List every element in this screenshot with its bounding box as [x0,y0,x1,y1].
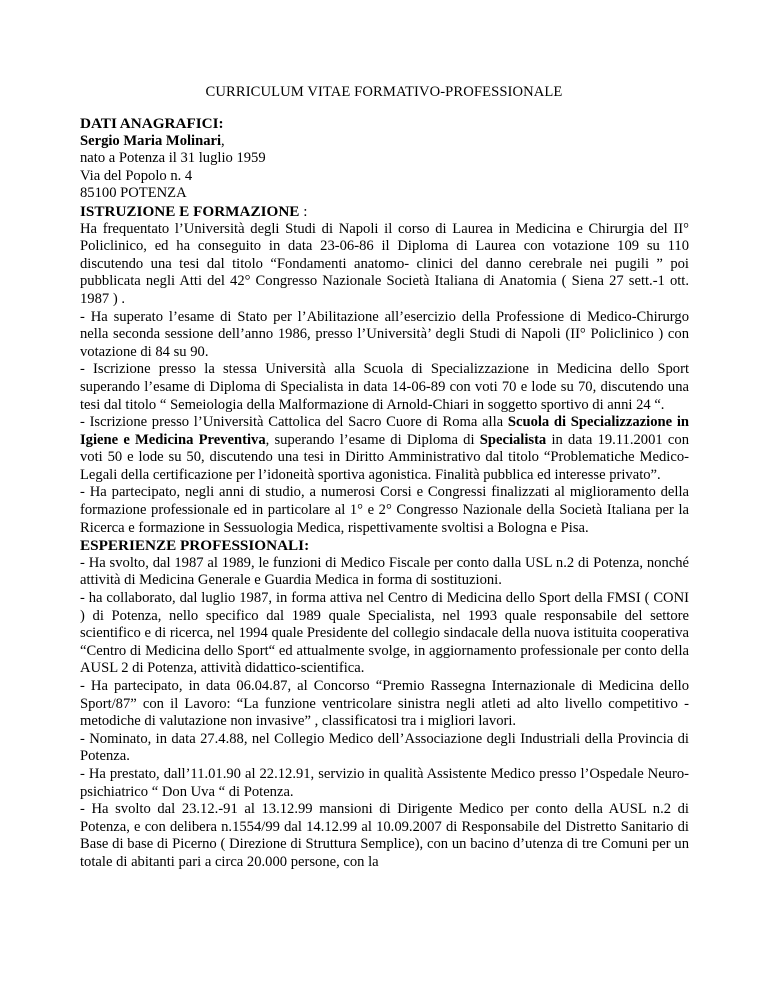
p4-bold-specialista: Specialista [479,431,547,448]
istruzione-paragraph-specializzazione-igiene [80,414,689,484]
section-heading-istruzione-text: ISTRUZIONE E FORMAZIONE [80,202,300,220]
section-heading-istruzione-suffix: : [299,202,308,220]
esperienze-paragraph-medico-fiscale: - Ha svolto, dal 1987 al 1989, le funzioni di Medico Fiscale per conto dalla USL n.2 di Potenza, nonché attività di Medicina Generale e Guardia Medica in forma di sostituzioni. [80,554,689,589]
istruzione-paragraph-abilitazione: - Ha superato l’esame di Stato per l’Abilitazione all’esercizio della Professione di Medico-Chirurgo nella seconda sessione dell’anno 1986, presso l’Università’ degli Studi di Napoli (II° Policlinico ) con votazione di 84 su 90. [80,308,689,360]
esperienze-paragraph-premio: - Ha partecipato, in data 06.04.87, al Concorso “Premio Rassegna Internazionale di Medicina dello Sport/87” con il Lavoro: “La funzione ventricolare sinistra negli atleti ad alto livello competitivo - metodiche di valutazione non invasive” , classificatosi tra i migliori lavori. [80,678,689,730]
p4-part-a: - Iscrizione presso l’Università Cattolica del Sacro Cuore di Roma alla [80,414,508,431]
esperienze-paragraph-fmsi: - ha collaborato, dal luglio 1987, in forma attiva nel Centro di Medicina dello Sport della FMSI ( CONI ) di Potenza, nello specifico dal 1989 quale Specialista, nel 1993 quale responsabile del settore scientifico e di ricerca, nel 1994 quale Presidente del collegio sindacale della nuova istituita cooperativa “Centro di Medicina dello Sport“ ed attualmente svolge, in aggiornamento professionale per conto della AUSL 2 di Potenza, attività didattico-scientifica. [80,590,689,677]
document-body [80,115,689,872]
section-heading-anagrafici: DATI ANAGRAFICI: [80,115,224,132]
birth-info: nato a Potenza il 31 luglio 1959 [80,150,266,167]
address-street: Via del Popolo n. 4 [80,167,193,184]
person-name: Sergio Maria Molinari [80,132,222,149]
section-heading-istruzione [80,203,689,221]
p4-part-c: , superando l’esame di Diploma di [265,431,480,448]
istruzione-paragraph-congressi: - Ha partecipato, negli anni di studio, a numerosi Corsi e Congressi finalizzati al miglioramento della formazione professionale ed in particolare al 1° e 2° Congresso Nazionale della Società Italiana per la Ricerca e formazione in Sessuologia Medica, rispettivamente svoltisi a Bologna e Pisa. [80,484,689,536]
esperienze-paragraph-collegio: - Nominato, in data 27.4.88, nel Collegio Medico dell’Associazione degli Industriali della Provincia di Potenza. [80,730,689,765]
istruzione-paragraph-specializzazione-sport: - Iscrizione presso la stessa Università alla Scuola di Specializzazione in Medicina dello Sport superando l’esame di Diploma di Specialista in data 14-06-89 con voti 70 e lode su 70, discutendo una tesi dal titolo “ Semeiologia della Malformazione di Arnold-Chiari in soggetto sportivo di anni 24 “. [80,361,689,413]
p4-bold-scuola: Scuola di Specializzazione in Igiene e Medicina Preventiva [80,414,690,448]
esperienze-paragraph-don-uva: - Ha prestato, dall’11.01.90 al 22.12.91, servizio in qualità Assistente Medico presso l’Ospedale Neuro-psichiatrico “ Don Uva “ di Potenza. [80,765,689,800]
document-title: CURRICULUM VITAE FORMATIVO-PROFESSIONALE [205,84,563,100]
person-name-line [80,133,689,151]
esperienze-paragraph-dirigente: - Ha svolto dal 23.12.-91 al 13.12.99 mansioni di Dirigente Medico per conto della AUSL n.2 di Potenza, e con delibera n.1554/99 dal 14.12.99 al 10.09.2007 di Responsabile del Distretto Sanitario di Base di base di Picerno ( Direzione di Struttura Semplice), con un bacino d’utenza di tre Comuni per un totale di abitanti pari a circa 20.000 persone, con la [80,801,689,870]
istruzione-paragraph-laurea: Ha frequentato l’Università degli Studi di Napoli il corso di Laurea in Medicina e Chirurgia del II° Policlinico, ed ha conseguito in data 23-06-86 il Diploma di Laurea con votazione 109 su 110 discutendo una tesi dal titolo “Fondamenti anatomo- clinici del danno cerebrale nei pugili ” poi pubblicata negli Atti del 42° Congresso Nazionale Società Italiana di Anatomia ( Siena 27 sett.-1 ott. 1987 ) . [80,220,689,307]
p4-part-e: in data 19.11.2001 con voti 50 e lode su 50, discutendo una tesi in Diritto Amministrativo dal titolo “Problematiche Medico-Legali della certificazione per l’idoneità sportiva agonistica. Finalità pubblica ed interesse privato”. [80,431,689,483]
section-heading-esperienze: ESPERIENZE PROFESSIONALI: [80,537,310,555]
person-name-suffix: , [221,132,225,149]
address-city: 85100 POTENZA [80,185,187,202]
